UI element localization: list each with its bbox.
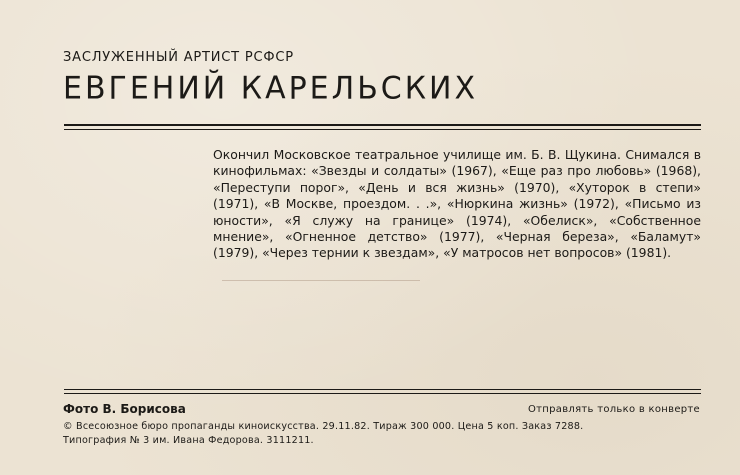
bottom-rule-1	[64, 389, 701, 390]
bottom-rule-2	[64, 393, 701, 394]
top-rule-thick	[64, 124, 701, 126]
imprint-line-1: © Всесоюзное бюро пропаганды киноискусства. 29.11.82. Тираж 300 000. Цена 5 коп. Заказ 7288.	[63, 421, 584, 432]
pencil-underline-mark	[222, 280, 420, 281]
biography-paragraph: Окончил Московское театральное училище им. Б. В. Щукина. Снимался в кинофильмах: «Звезды и солдаты» (1967), «Еще раз про любовь» (1968), «Переступи порог», «День и вся жизнь» (1970), «Хуторок в степи» (1971), «В Москве, проездом. . .», «Нюркина жизнь» (1972), «Письмо из юности», «Я служу на границе» (1974), «Обелиск», «Собственное мнение», «Огненное детство» (1977), «Черная береза», «Баламут» (1979), «Через тернии к звездам», «У матросов нет вопросов» (1981).	[213, 147, 701, 261]
imprint-block	[63, 420, 701, 448]
honorific-title: ЗАСЛУЖЕННЫЙ АРТИСТ РСФСР	[63, 50, 294, 65]
top-rule-thin	[64, 129, 701, 130]
actor-name: ЕВГЕНИЙ КАРЕЛЬСКИХ	[63, 70, 479, 107]
envelope-note: Отправлять только в конверте	[527, 404, 700, 415]
photo-credit: Фото В. Борисова	[63, 402, 186, 416]
imprint-line-2: Типография № 3 им. Ивана Федорова. 3111211.	[63, 435, 314, 446]
